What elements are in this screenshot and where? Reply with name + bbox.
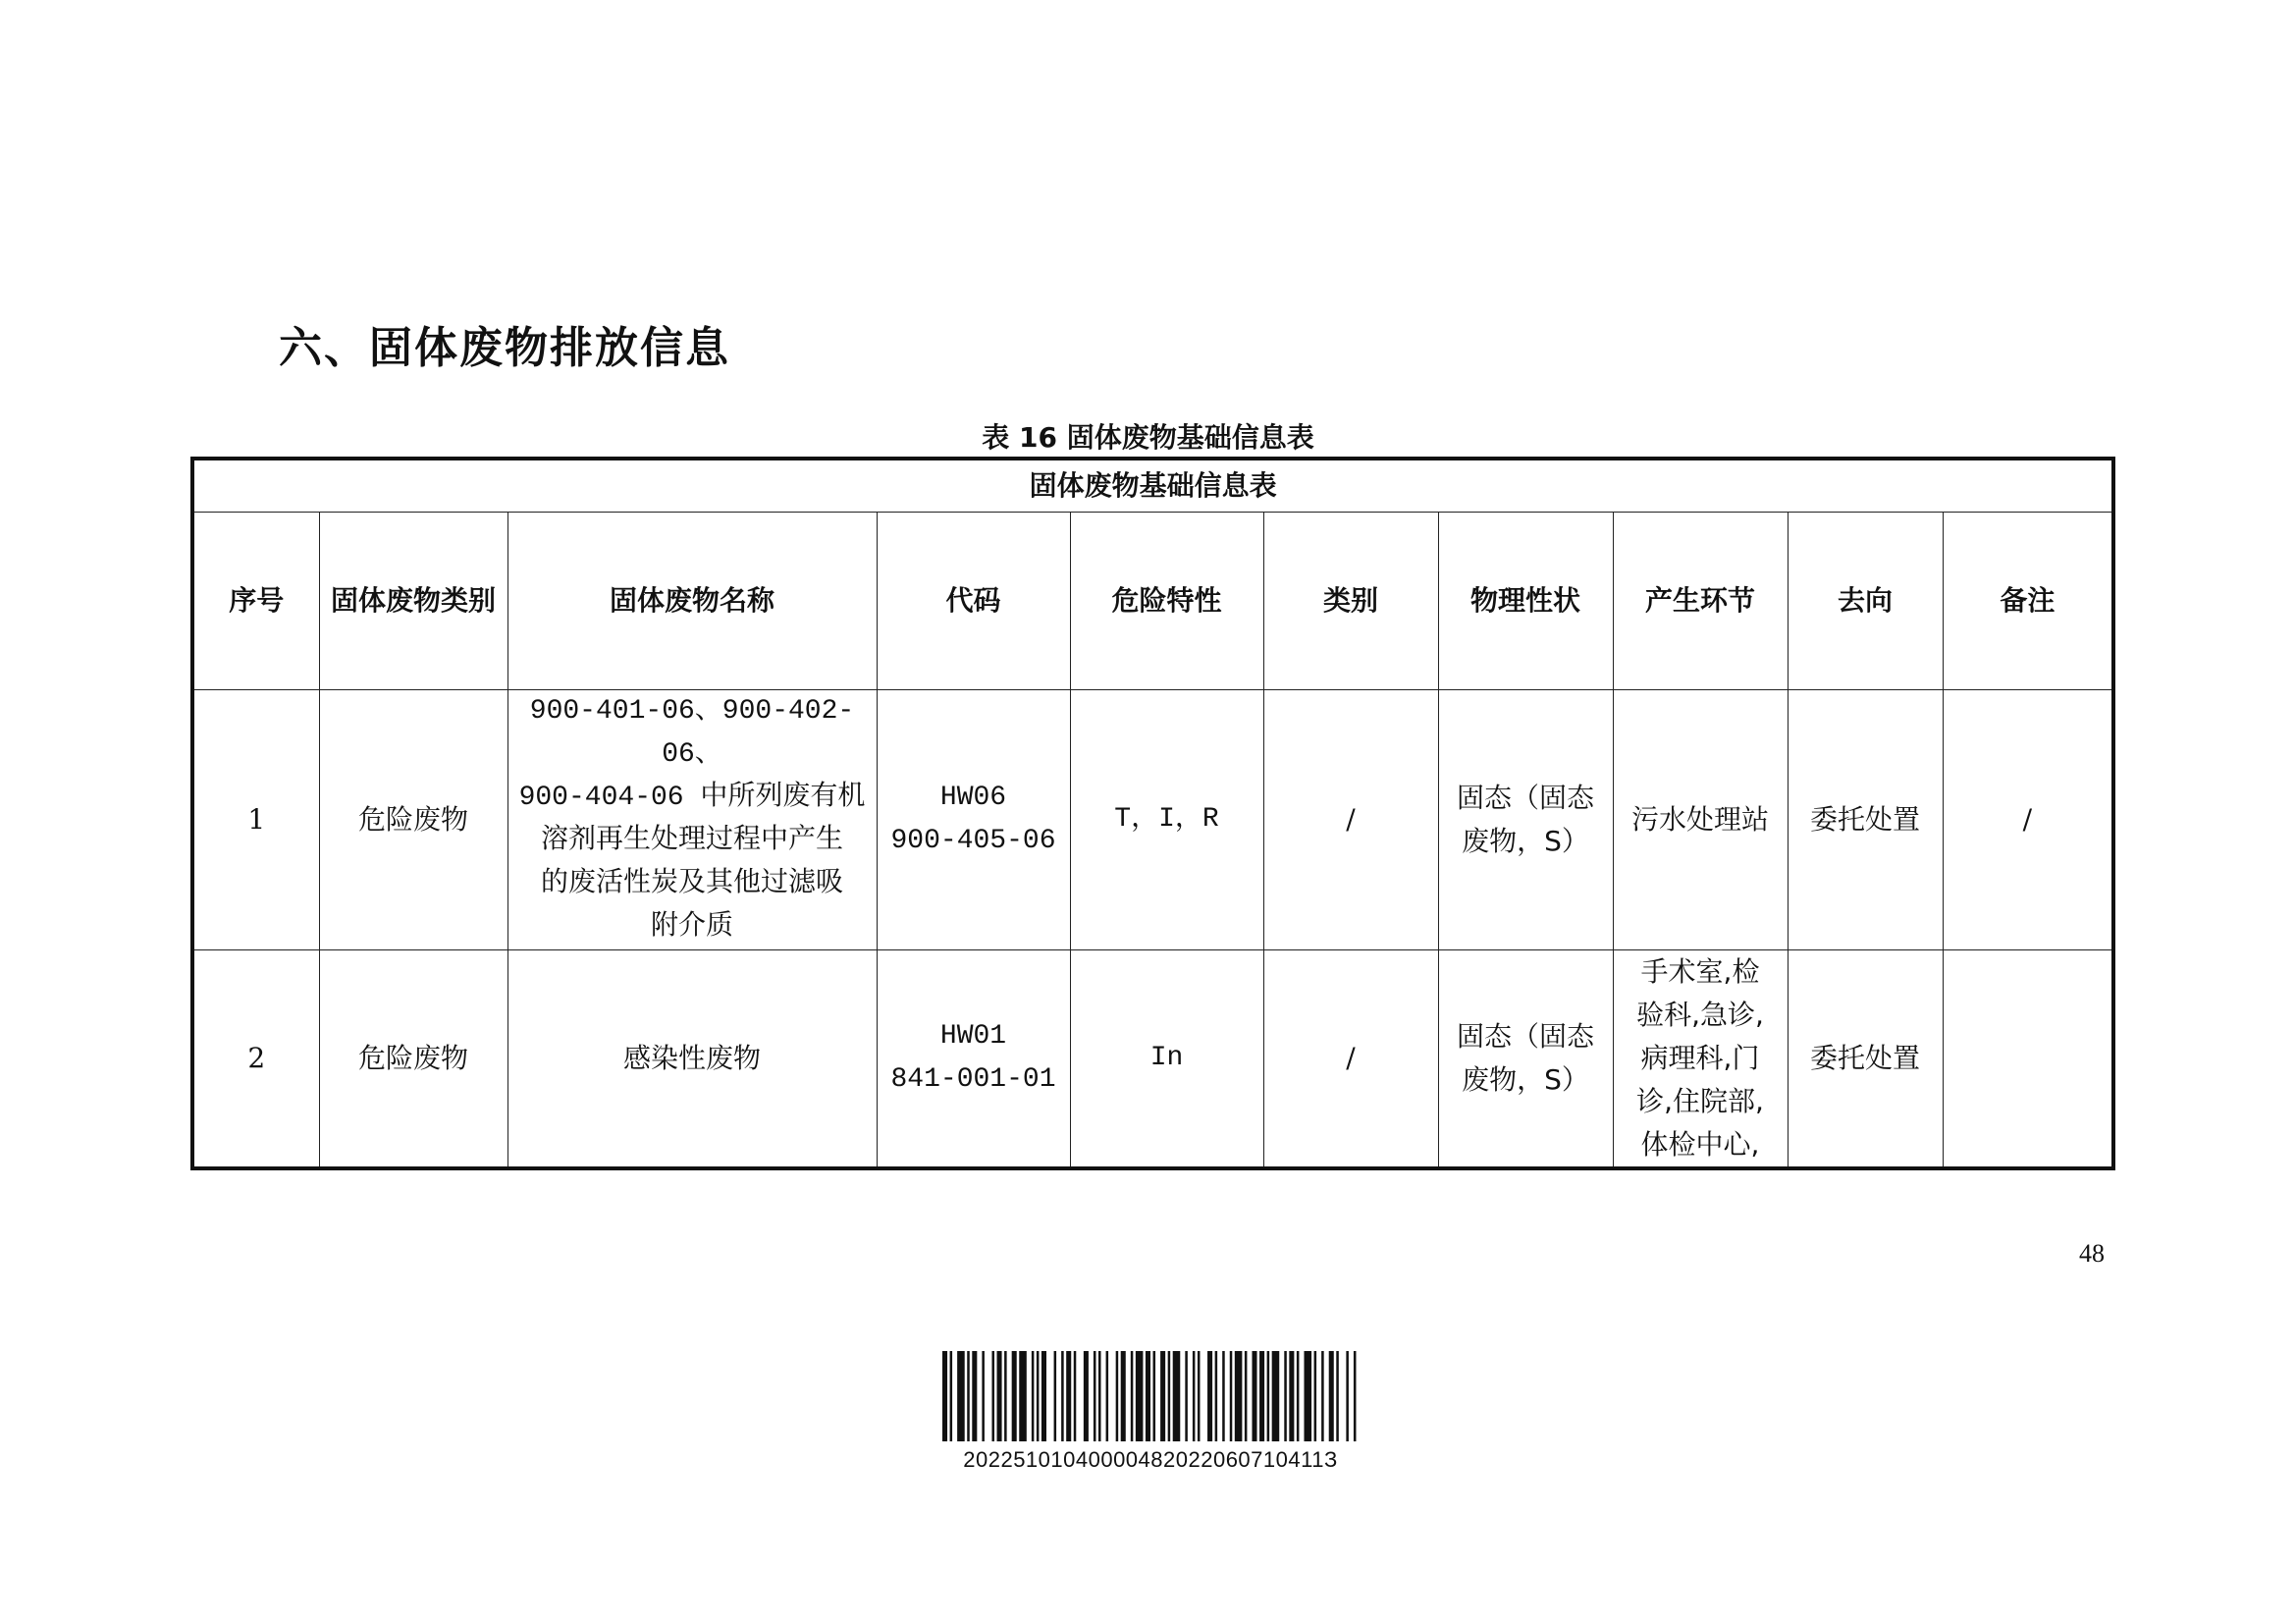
barcode-bar	[1074, 1351, 1077, 1441]
barcode-bar	[1173, 1351, 1181, 1441]
barcode-bar	[942, 1351, 947, 1441]
barcode-bar	[1054, 1351, 1057, 1441]
barcode-bar	[1245, 1351, 1248, 1441]
waste-info-table	[190, 457, 2115, 1170]
barcode-bar	[1314, 1351, 1317, 1441]
barcode-bar	[1259, 1351, 1264, 1441]
header-no: 序号	[192, 513, 319, 690]
cell-destination: 委托处置	[1788, 950, 1943, 1169]
barcode-bar	[1146, 1351, 1150, 1441]
cell-stage: 污水处理站	[1613, 690, 1788, 950]
cell-physical: 固态（固态 废物，S）	[1438, 690, 1613, 950]
cell-stage: 手术室,检 验科,急诊, 病理科,门 诊,住院部, 体检中心,	[1613, 950, 1788, 1169]
cell-no: 1	[192, 690, 319, 950]
cell-type: /	[1263, 950, 1438, 1169]
table-row	[192, 950, 2113, 1169]
barcode-bar	[972, 1351, 977, 1441]
cell-remark	[1943, 950, 2113, 1169]
barcode-bar	[1061, 1351, 1064, 1441]
barcode-bar	[1289, 1351, 1294, 1441]
barcode-bar	[1094, 1351, 1096, 1441]
barcode-bar	[1354, 1351, 1357, 1441]
barcode-bar	[1304, 1351, 1311, 1441]
header-name: 固体废物名称	[507, 513, 877, 690]
barcode-bar	[1321, 1351, 1324, 1441]
barcode-bar	[1032, 1351, 1035, 1441]
barcode-bar	[1215, 1351, 1218, 1441]
barcode-bar	[1252, 1351, 1256, 1441]
barcode-bar	[1222, 1351, 1225, 1441]
barcode-bar	[1272, 1351, 1280, 1441]
barcode-bar	[1098, 1351, 1101, 1441]
cell-hazard: T，I，R	[1070, 690, 1263, 950]
cell-name: 900-401-06、900-402-06、 900-404-06 中所列废有机 溶剂再生处理过程中产生 的废活性炭及其他过滤吸 附介质	[507, 690, 877, 950]
header-type: 类别	[1263, 513, 1438, 690]
barcode-bar	[991, 1351, 994, 1441]
barcode-bar	[1041, 1351, 1046, 1441]
table-header-row	[192, 513, 2113, 690]
barcode-graphic	[942, 1351, 1359, 1441]
table-row	[192, 690, 2113, 950]
barcode-bar	[1207, 1351, 1212, 1441]
section-heading: 六、固体废物排放信息	[279, 323, 730, 373]
barcode-bar	[1198, 1351, 1201, 1441]
barcode-bar	[1185, 1351, 1188, 1441]
barcode-bar	[1037, 1351, 1040, 1441]
header-physical: 物理性状	[1438, 513, 1613, 690]
barcode-bar	[1131, 1351, 1134, 1441]
barcode-bar	[1230, 1351, 1233, 1441]
header-stage: 产生环节	[1613, 513, 1788, 690]
barcode-bar	[1168, 1351, 1171, 1441]
barcode-bar	[1121, 1351, 1126, 1441]
barcode-bar	[1066, 1351, 1071, 1441]
cell-code: HW06 900-405-06	[877, 690, 1070, 950]
cell-physical: 固态（固态 废物，S）	[1438, 950, 1613, 1169]
barcode-bar	[950, 1351, 953, 1441]
barcode-bar	[957, 1351, 965, 1441]
header-destination: 去向	[1788, 513, 1943, 690]
barcode-bar	[1153, 1351, 1156, 1441]
barcode-bar	[1235, 1351, 1243, 1441]
header-hazard: 危险特性	[1070, 513, 1263, 690]
barcode-bar	[1012, 1351, 1017, 1441]
barcode-number: 20225101040000482022060710411З	[963, 1447, 1338, 1472]
barcode-bar	[1193, 1351, 1196, 1441]
cell-no: 2	[192, 950, 319, 1169]
cell-type: /	[1263, 690, 1438, 950]
barcode-bar	[1160, 1351, 1165, 1441]
barcode-bar	[997, 1351, 1002, 1441]
table-caption: 表 16 固体废物基础信息表	[982, 421, 1314, 454]
barcode-bar	[1346, 1351, 1349, 1441]
barcode-bar	[967, 1351, 970, 1441]
barcode-bar	[1116, 1351, 1119, 1441]
page-number: 48	[2079, 1239, 2105, 1268]
barcode-bar	[1284, 1351, 1287, 1441]
header-remark: 备注	[1943, 513, 2113, 690]
barcode-bar	[1019, 1351, 1027, 1441]
cell-remark: /	[1943, 690, 2113, 950]
barcode-bar	[1336, 1351, 1339, 1441]
cell-code: HW01 841-001-01	[877, 950, 1070, 1169]
barcode-bar	[982, 1351, 985, 1441]
cell-destination: 委托处置	[1788, 690, 1943, 950]
table-title: 固体废物基础信息表	[192, 459, 2113, 513]
barcode-bar	[1004, 1351, 1007, 1441]
barcode-bar	[1329, 1351, 1334, 1441]
barcode-bar	[1106, 1351, 1109, 1441]
header-code: 代码	[877, 513, 1070, 690]
barcode-bar	[1084, 1351, 1089, 1441]
cell-hazard: In	[1070, 950, 1263, 1169]
header-category: 固体废物类别	[319, 513, 507, 690]
barcode-bar	[1136, 1351, 1144, 1441]
cell-name: 感染性废物	[507, 950, 877, 1169]
cell-category: 危险废物	[319, 690, 507, 950]
barcode-bar	[1297, 1351, 1300, 1441]
cell-category: 危险废物	[319, 950, 507, 1169]
barcode-bar	[1267, 1351, 1270, 1441]
